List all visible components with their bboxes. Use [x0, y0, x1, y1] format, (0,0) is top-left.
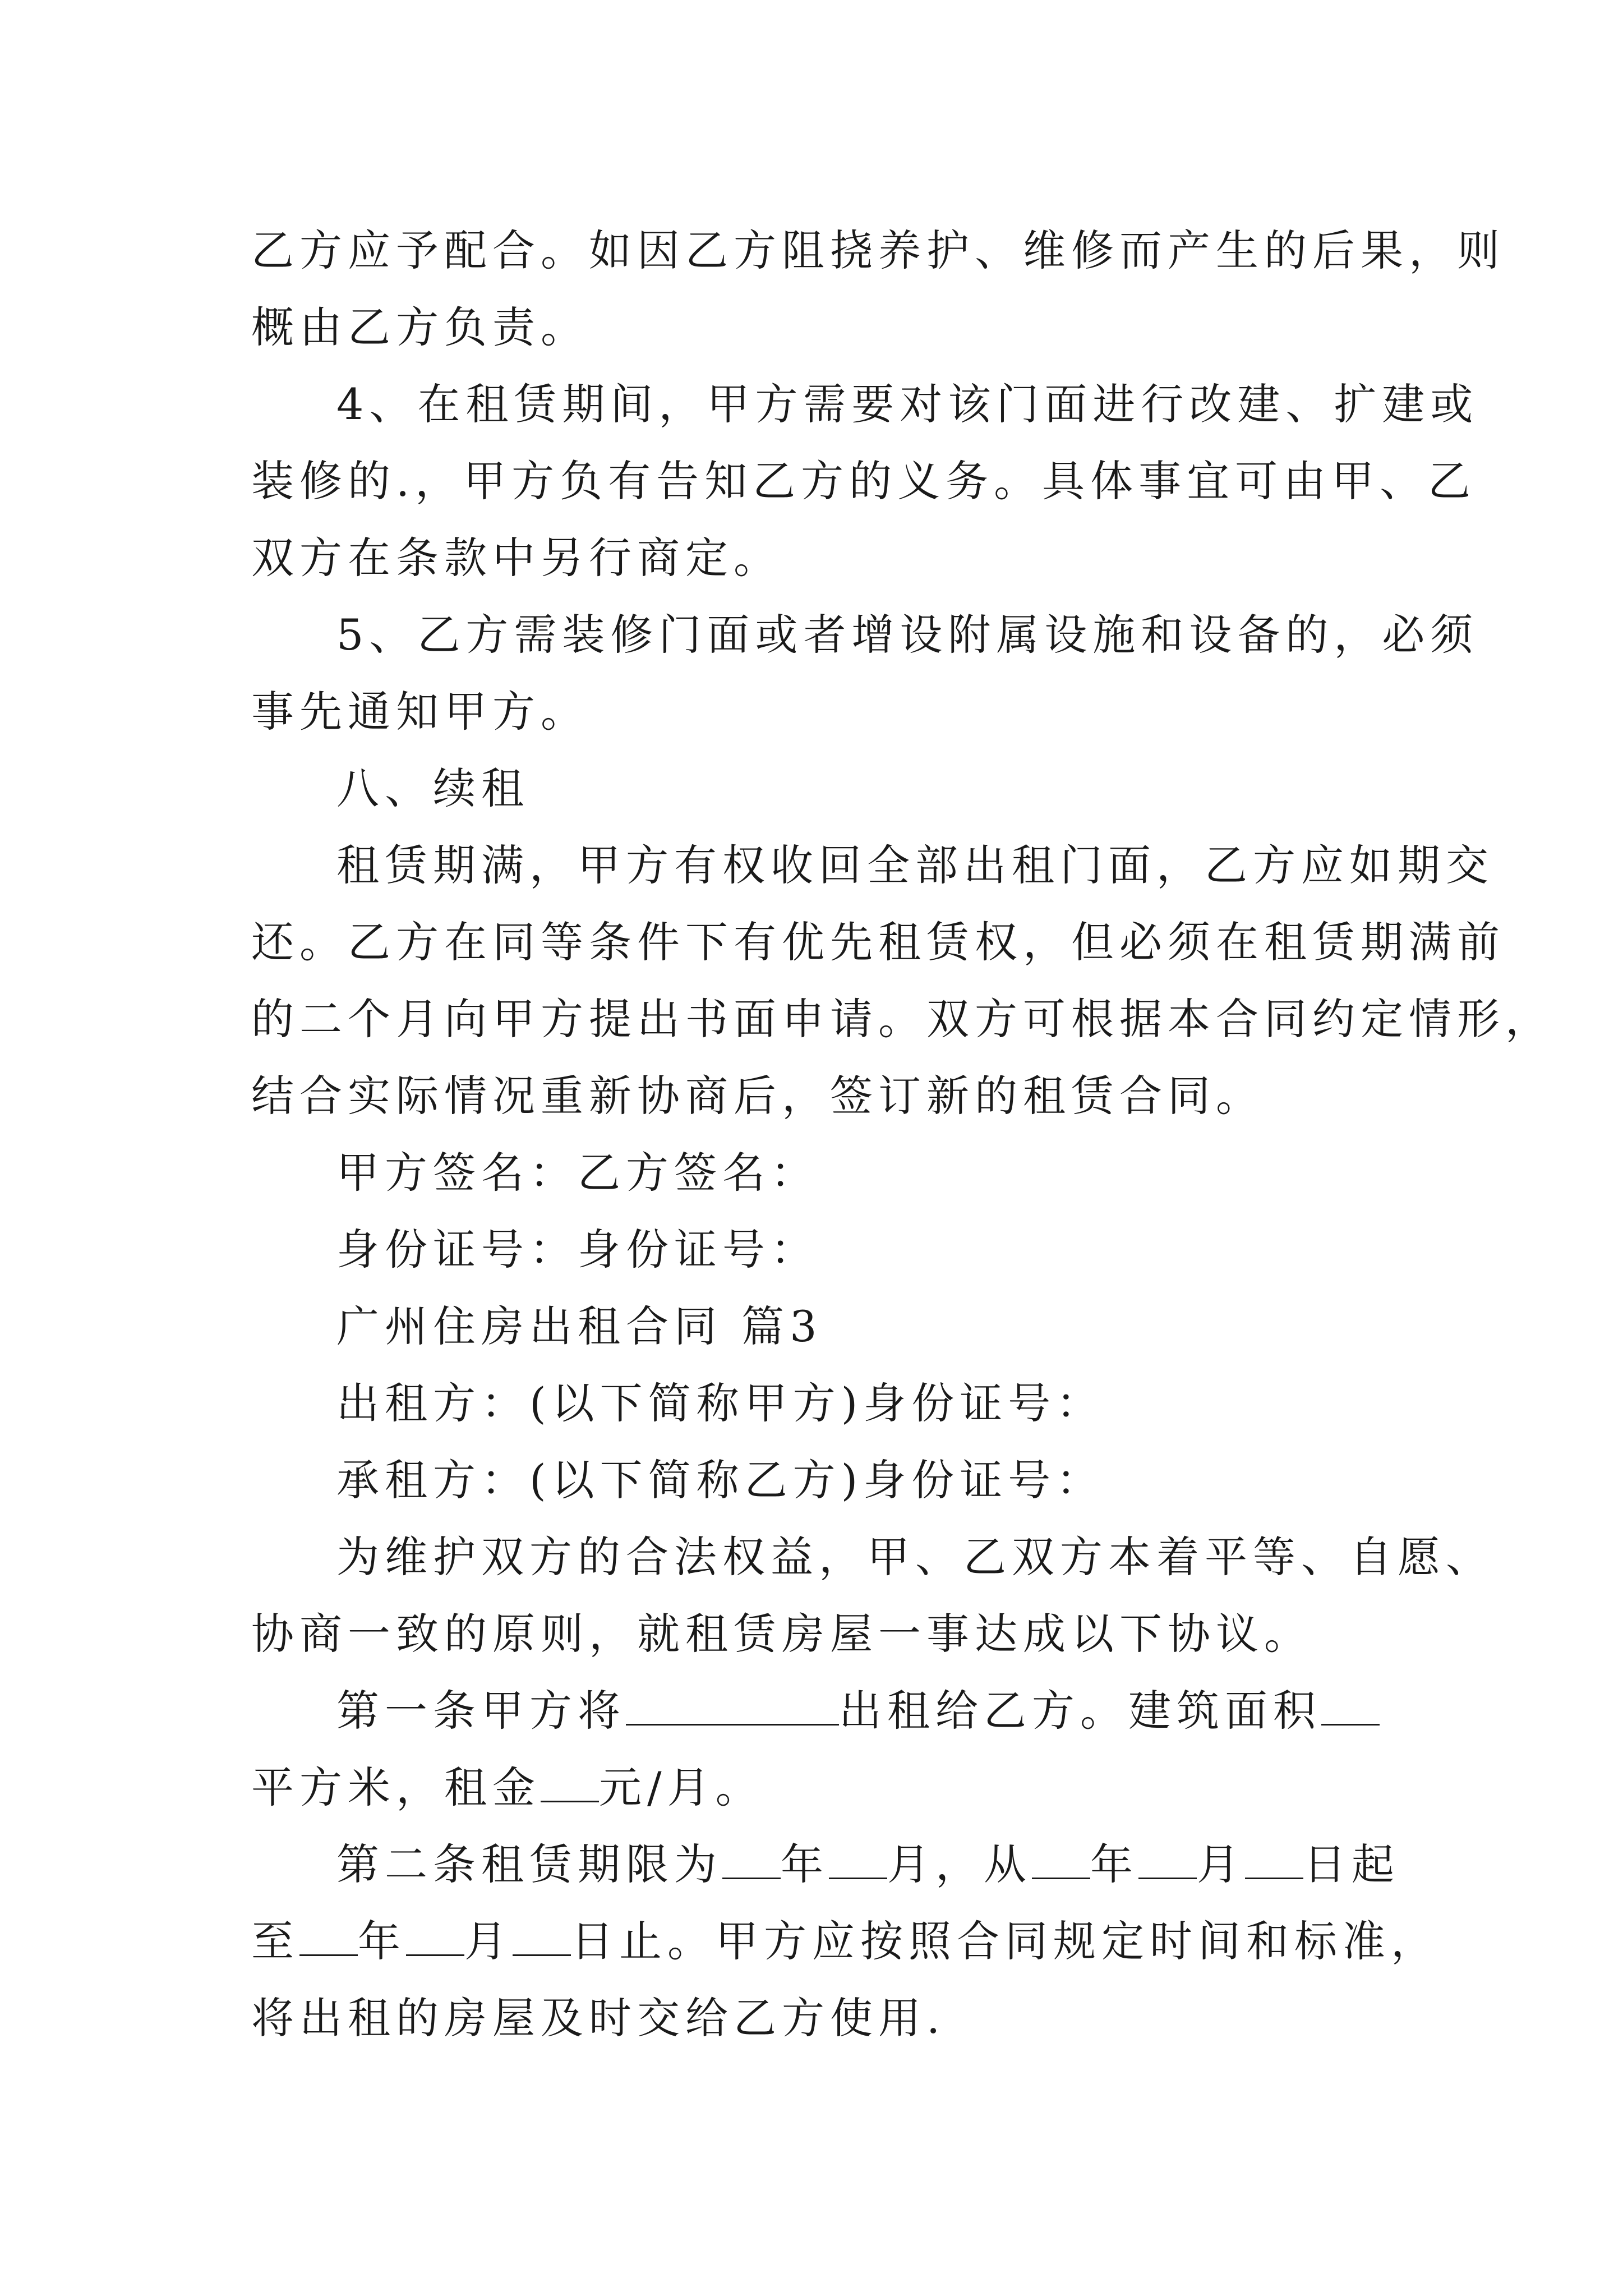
clause-2-text: 月	[1197, 1839, 1245, 1889]
clause-2-line-3: 将出租的房屋及时交给乙方使用.	[251, 1993, 946, 2043]
text-line: 乙方应予配合。如因乙方阻挠养护、维修而产生的后果，则	[251, 226, 1505, 275]
blank-field	[1321, 1690, 1380, 1726]
blank-field	[406, 1921, 464, 1956]
clause-2-line-2	[251, 1903, 1439, 1980]
clause-1-text: 第一条甲方将	[336, 1686, 626, 1736]
clause-2-text: ，从	[935, 1839, 1032, 1889]
text-line: 协商一致的原则，就租赁房屋一事达成以下协议。	[251, 1609, 1312, 1659]
id-number-line: 身份证号：身份证号：	[336, 1225, 819, 1274]
clause-2-text: 月	[464, 1916, 513, 1966]
clause-2-text: 年	[1090, 1839, 1138, 1889]
clause-2-line-1	[251, 1826, 1400, 1903]
clause-2-text: 年	[358, 1916, 406, 1966]
paragraph-item-4: 4、在租赁期间，甲方需要对该门面进行改建、扩建或	[336, 379, 1479, 429]
blank-field	[1138, 1844, 1197, 1879]
text-line: 事先通知甲方。	[251, 687, 589, 737]
blank-field	[513, 1921, 571, 1956]
blank-field	[541, 1767, 599, 1802]
blank-field	[722, 1844, 781, 1879]
blank-field	[1245, 1844, 1303, 1879]
clause-1-line-1	[251, 1672, 1395, 1749]
lessor-line: 出租方：(以下简称甲方)身份证号：	[336, 1378, 1105, 1428]
clause-2-text: 月	[887, 1839, 935, 1889]
clause-2-text: 日止。甲方应按照合同规定时间和标准，	[571, 1916, 1439, 1966]
clause-1-line-2	[251, 1749, 1395, 1826]
clause-2-text: 至	[251, 1916, 299, 1966]
lessee-line: 承租方：(以下简称乙方)身份证号：	[336, 1455, 1105, 1505]
clause-2-text: 日起	[1303, 1839, 1400, 1889]
preamble-line: 为维护双方的合法权益，甲、乙双方本着平等、自愿、	[336, 1532, 1494, 1582]
clause-1-text: 平方米，租金	[251, 1763, 541, 1812]
signature-line: 甲方签名：乙方签名：	[336, 1148, 819, 1198]
blank-field	[1032, 1844, 1090, 1879]
blank-field	[626, 1690, 839, 1726]
text-line: 装修的.，甲方负有告知乙方的义务。具体事宜可由甲、乙	[251, 456, 1477, 506]
clause-2-text: 年	[781, 1839, 829, 1889]
text-line: 的二个月向甲方提出书面申请。双方可根据本合同约定情形，	[251, 994, 1553, 1044]
text-line: 结合实际情况重新协商后，签订新的租赁合同。	[251, 1071, 1264, 1121]
blank-field	[829, 1844, 887, 1879]
section-heading-renewal: 八、续租	[336, 763, 529, 813]
paragraph-renewal: 租赁期满，甲方有权收回全部出租门面，乙方应如期交	[336, 840, 1494, 890]
document-body	[251, 212, 1553, 2056]
clause-1-text: 元/月。	[599, 1763, 764, 1812]
paragraph-item-5: 5、乙方需装修门面或者增设附属设施和设备的，必须	[336, 610, 1479, 660]
text-line: 还。乙方在同等条件下有优先租赁权，但必须在租赁期满前	[251, 917, 1505, 967]
text-line: 概由乙方负责。	[251, 302, 589, 352]
clause-2-text: 第二条租赁期限为	[336, 1839, 722, 1889]
contract-title: 广州住房出租合同 篇3	[336, 1301, 823, 1351]
blank-field	[299, 1921, 358, 1956]
text-line: 双方在条款中另行商定。	[251, 533, 782, 583]
clause-1-text: 出租给乙方。建筑面积	[839, 1686, 1321, 1736]
